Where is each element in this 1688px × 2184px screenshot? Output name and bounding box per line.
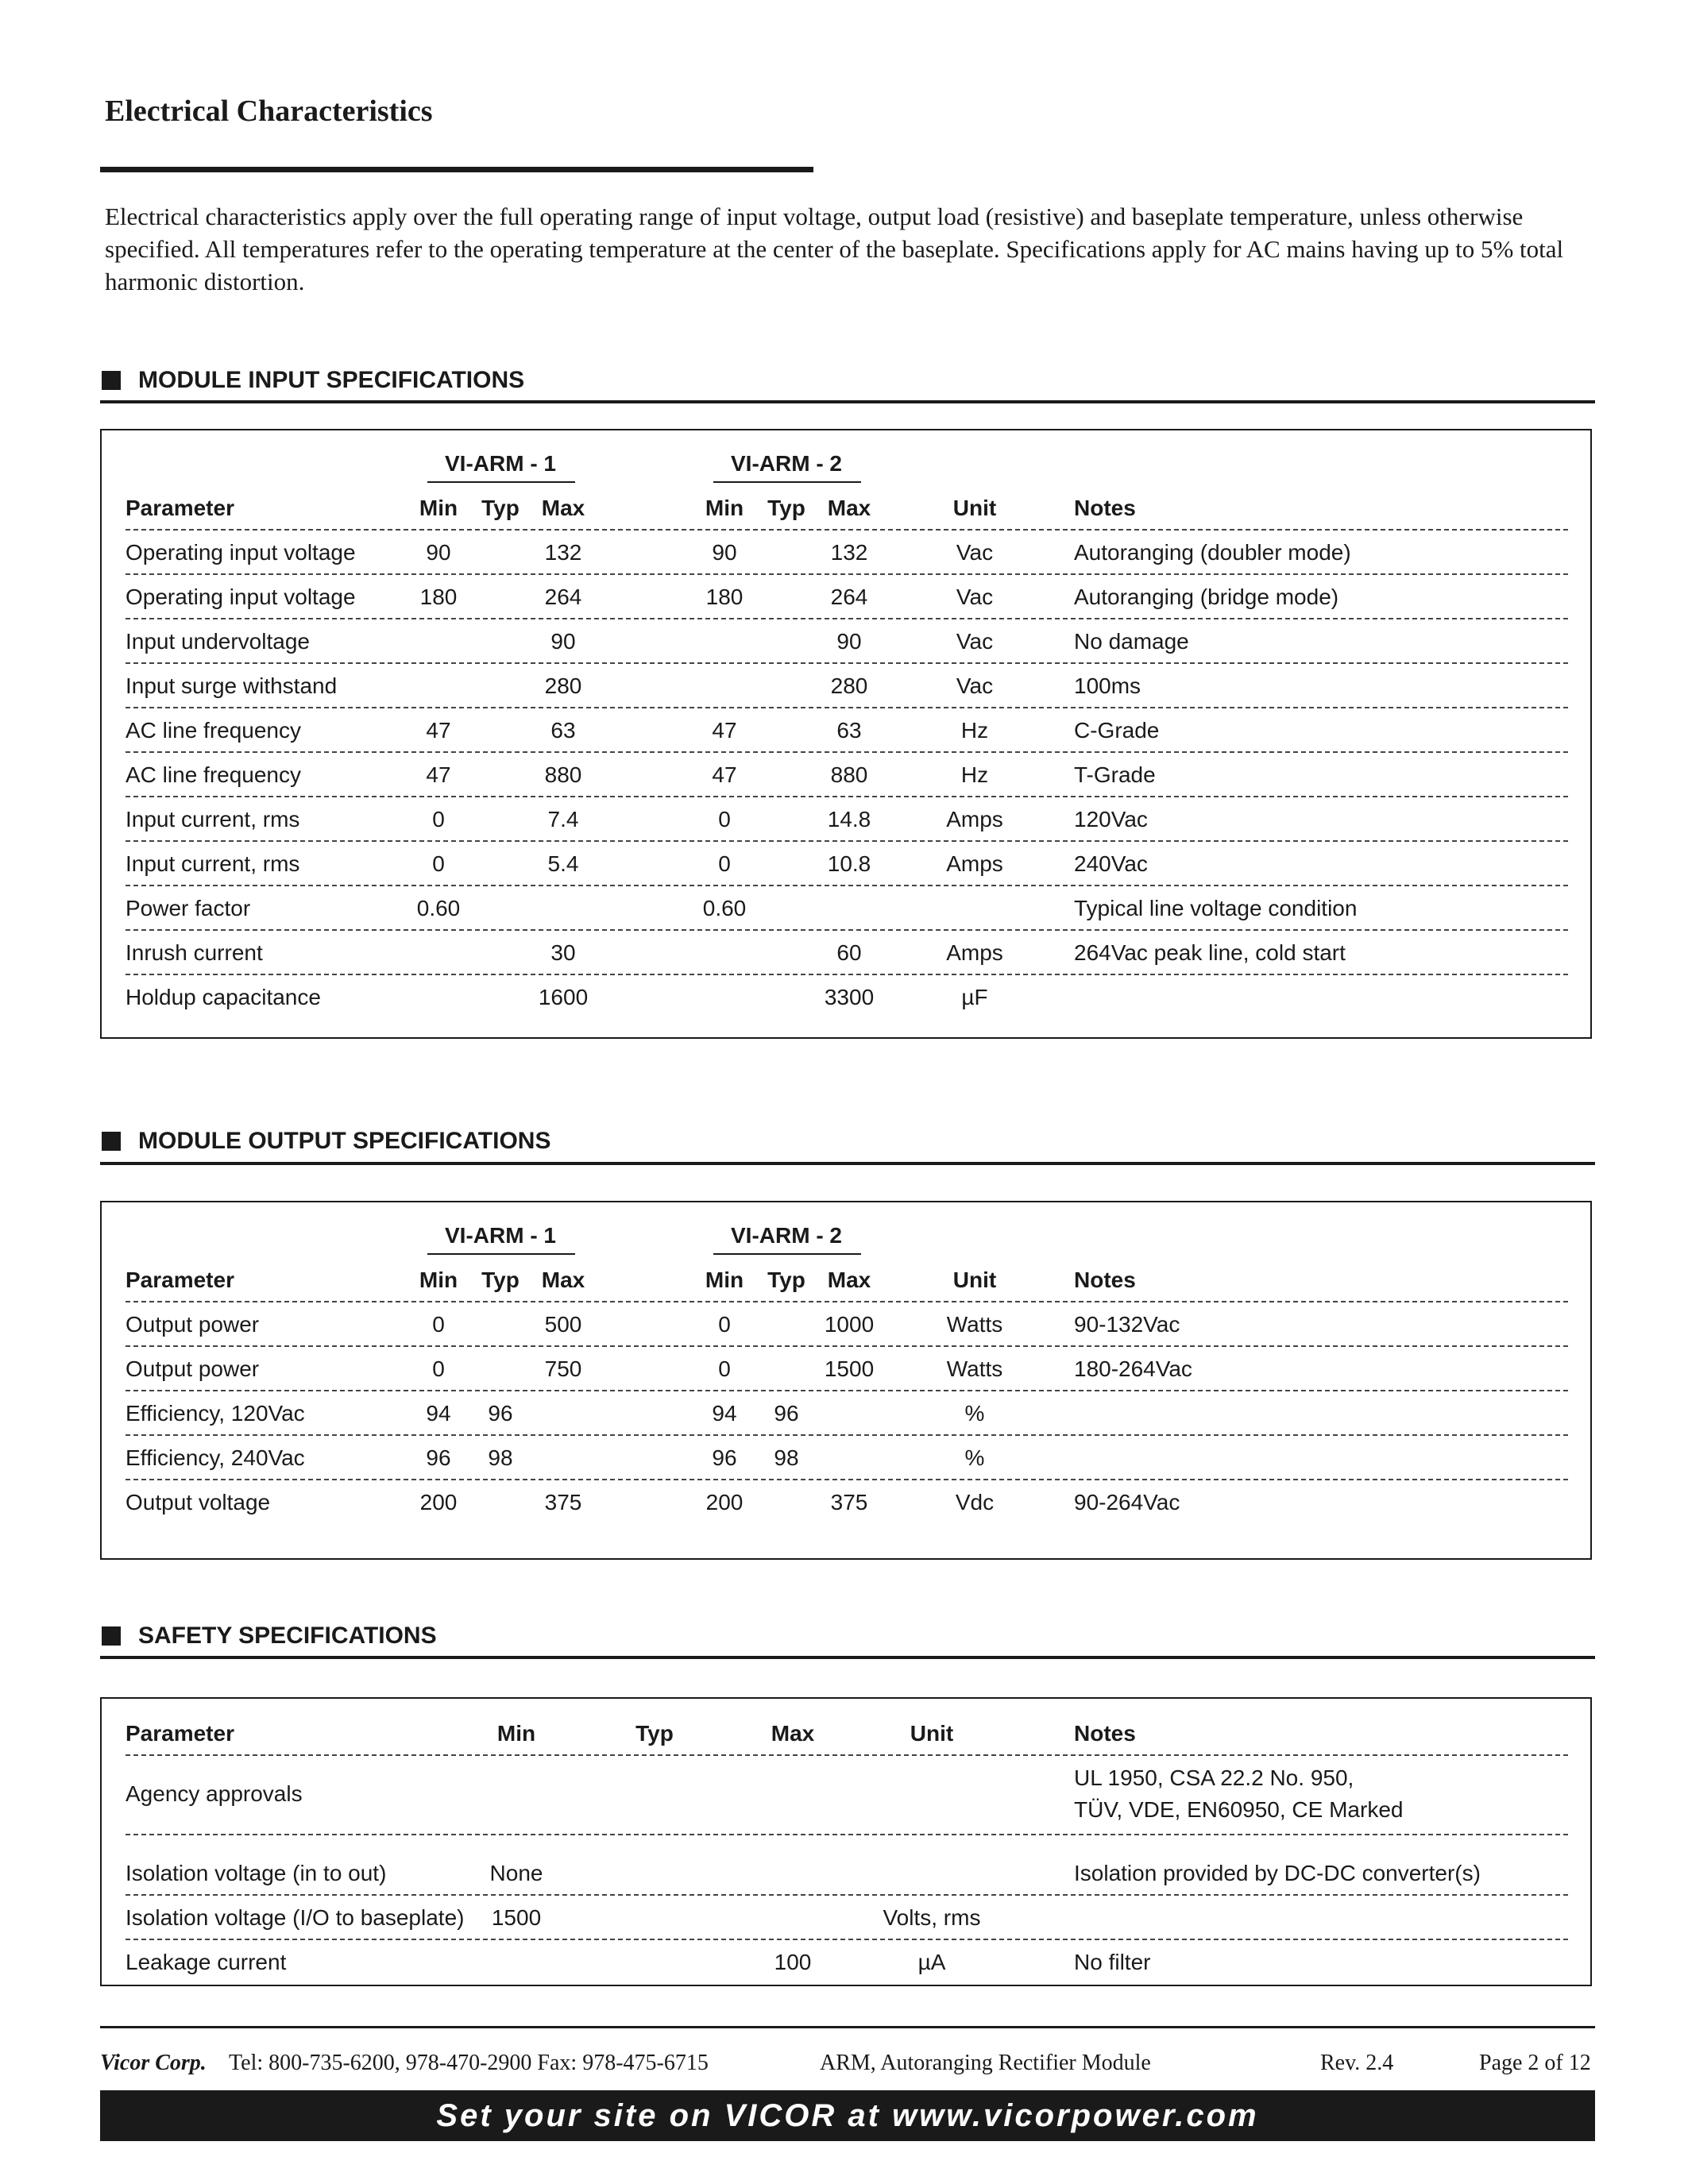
- cell-min-2: 90: [712, 540, 737, 565]
- cell-unit: µF: [961, 985, 988, 1009]
- cell-typ-2: 96: [774, 1401, 799, 1426]
- row-divider: [126, 885, 1568, 886]
- cell-max-1: 1600: [538, 985, 589, 1009]
- row-divider: [126, 840, 1568, 842]
- output-spec-table: [100, 1201, 1592, 1560]
- cell-unit: Vac: [956, 540, 994, 565]
- header-max-1: Max: [541, 496, 585, 520]
- header-notes: Notes: [1074, 1268, 1136, 1292]
- cell-parameter: Efficiency, 240Vac: [126, 1445, 305, 1470]
- cell-min-1: 47: [426, 718, 451, 743]
- footer-banner: Set your site on VICOR at www.vicorpower.com: [100, 2090, 1595, 2141]
- cell-parameter: Input undervoltage: [126, 629, 310, 654]
- input-spec-table: [100, 429, 1592, 1039]
- cell-min-2: 200: [705, 1490, 744, 1515]
- header-typ-2: Typ: [767, 496, 805, 520]
- cell-typ-1: 96: [488, 1401, 513, 1426]
- cell-notes: 264Vac peak line, cold start: [1074, 940, 1346, 965]
- cell-max-1: 750: [544, 1356, 582, 1381]
- header-min-1: Min: [419, 496, 458, 520]
- cell-unit: Amps: [946, 851, 1003, 876]
- cell-max-1: 375: [544, 1490, 582, 1515]
- cell-notes: Isolation provided by DC-DC converter(s): [1074, 1861, 1481, 1885]
- cell-notes: 240Vac: [1074, 851, 1148, 876]
- cell-parameter: Output voltage: [126, 1490, 271, 1515]
- cell-min-1: 0.60: [416, 896, 461, 920]
- row-divider: [126, 1939, 1568, 1940]
- cell-parameter: Output power: [126, 1312, 260, 1337]
- cell-max-1: 264: [544, 585, 582, 609]
- footer-revision: Rev. 2.4: [1320, 2051, 1394, 2075]
- cell-max-2: 3300: [824, 985, 875, 1009]
- cell-max-2: 375: [830, 1490, 868, 1515]
- cell-min-1: 200: [419, 1490, 458, 1515]
- cell-max-2: 132: [830, 540, 868, 565]
- cell-unit: Hz: [960, 762, 989, 787]
- cell-min-1: 47: [426, 762, 451, 787]
- cell-max-2: 10.8: [827, 851, 871, 876]
- header-max: Max: [771, 1721, 815, 1746]
- cell-max-1: 880: [544, 762, 582, 787]
- cell-parameter: Input surge withstand: [126, 673, 338, 698]
- cell-max-2: 63: [836, 718, 862, 743]
- cell-max-1: 30: [550, 940, 576, 965]
- cell-min: None: [489, 1861, 543, 1885]
- cell-min-1: 96: [426, 1445, 451, 1470]
- cell-min-2: 0: [718, 1312, 731, 1337]
- row-divider: [126, 1834, 1568, 1835]
- cell-min-2: 0.60: [702, 896, 747, 920]
- cell-parameter: Leakage current: [126, 1950, 287, 1974]
- header-max-2: Max: [827, 1268, 871, 1292]
- row-divider: [126, 796, 1568, 797]
- cell-max-1: 90: [550, 629, 576, 654]
- cell-notes: C-Grade: [1074, 718, 1160, 743]
- cell-parameter: Operating input voltage: [126, 540, 356, 565]
- footer-rule: [100, 2026, 1595, 2028]
- cell-max-2: 880: [830, 762, 868, 787]
- cell-max-1: 63: [550, 718, 576, 743]
- cell-parameter: Efficiency, 120Vac: [126, 1401, 305, 1426]
- cell-unit: Hz: [960, 718, 989, 743]
- header-unit: Unit: [910, 1721, 954, 1746]
- cell-notes: 90-132Vac: [1074, 1312, 1180, 1337]
- cell-notes: TÜV, VDE, EN60950, CE Marked: [1074, 1797, 1404, 1822]
- model-underline-2: [713, 481, 861, 483]
- row-divider: [126, 707, 1568, 708]
- cell-max-1: 132: [544, 540, 582, 565]
- row-divider: [126, 929, 1568, 931]
- row-divider: [126, 974, 1568, 975]
- cell-min-1: 90: [426, 540, 451, 565]
- footer-company: Vicor Corp.: [100, 2051, 207, 2075]
- safety-section-heading: [102, 1623, 437, 1650]
- cell-max-2: 1000: [824, 1312, 875, 1337]
- cell-parameter: Isolation voltage (I/O to baseplate): [126, 1905, 465, 1930]
- cell-min-2: 0: [718, 807, 731, 832]
- row-divider: [126, 1434, 1568, 1436]
- cell-unit: Volts, rms: [883, 1905, 981, 1930]
- section-square-icon: [102, 1132, 121, 1151]
- model-label-1: VI-ARM - 1: [445, 1223, 556, 1248]
- footer-page-number: Page 2 of 12: [1479, 2051, 1591, 2075]
- cell-min-2: 96: [712, 1445, 737, 1470]
- cell-max-2: 264: [830, 585, 868, 609]
- header-unit: Unit: [952, 1268, 997, 1292]
- cell-min-2: 0: [718, 851, 731, 876]
- page-title: Electrical Characteristics: [105, 95, 433, 128]
- safety-section-rule: [100, 1656, 1595, 1659]
- cell-notes: 120Vac: [1074, 807, 1148, 832]
- header-typ-1: Typ: [481, 496, 520, 520]
- title-rule: [100, 167, 813, 172]
- header-parameter: Parameter: [126, 1721, 234, 1746]
- row-divider: [126, 1345, 1568, 1347]
- row-divider: [126, 1301, 1568, 1302]
- cell-notes: 180-264Vac: [1074, 1356, 1192, 1381]
- input-section-title: MODULE INPUT SPECIFICATIONS: [138, 367, 525, 393]
- output-section-rule: [100, 1162, 1595, 1165]
- header-unit: Unit: [952, 496, 997, 520]
- cell-unit: Vdc: [955, 1490, 995, 1515]
- cell-unit: Vac: [956, 585, 994, 609]
- safety-spec-table: [100, 1697, 1592, 1986]
- cell-parameter: Inrush current: [126, 940, 263, 965]
- header-min-2: Min: [705, 1268, 744, 1292]
- model-underline-1: [427, 481, 575, 483]
- input-section-heading: [102, 367, 524, 394]
- cell-max: 100: [774, 1950, 812, 1974]
- header-typ-2: Typ: [767, 1268, 805, 1292]
- cell-min-2: 94: [712, 1401, 737, 1426]
- cell-notes: UL 1950, CSA 22.2 No. 950,: [1074, 1765, 1354, 1790]
- header-parameter: Parameter: [126, 496, 234, 520]
- footer-product: ARM, Autoranging Rectifier Module: [820, 2051, 1151, 2075]
- section-square-icon: [102, 1626, 121, 1646]
- cell-max-2: 90: [836, 629, 862, 654]
- input-section-rule: [100, 400, 1595, 403]
- cell-min: 1500: [491, 1905, 542, 1930]
- row-divider: [126, 618, 1568, 619]
- cell-max-2: 60: [836, 940, 862, 965]
- cell-notes: Autoranging (bridge mode): [1074, 585, 1339, 609]
- cell-max-1: 500: [544, 1312, 582, 1337]
- row-divider: [126, 1479, 1568, 1480]
- cell-unit: Watts: [946, 1356, 1003, 1381]
- section-square-icon: [102, 371, 121, 390]
- cell-min-1: 0: [432, 1356, 445, 1381]
- cell-min-1: 180: [419, 585, 458, 609]
- cell-unit: %: [964, 1445, 985, 1470]
- row-divider: [126, 573, 1568, 575]
- header-min-1: Min: [419, 1268, 458, 1292]
- cell-notes: No filter: [1074, 1950, 1151, 1974]
- cell-notes: 100ms: [1074, 673, 1141, 698]
- cell-min-2: 0: [718, 1356, 731, 1381]
- cell-max-2: 14.8: [827, 807, 871, 832]
- cell-unit: Amps: [946, 940, 1003, 965]
- cell-parameter: Agency approvals: [126, 1781, 303, 1806]
- model-label-2: VI-ARM - 2: [731, 1223, 842, 1248]
- cell-parameter: AC line frequency: [126, 762, 302, 787]
- cell-notes: T-Grade: [1074, 762, 1156, 787]
- cell-parameter: Output power: [126, 1356, 260, 1381]
- cell-notes: Autoranging (doubler mode): [1074, 540, 1351, 565]
- header-parameter: Parameter: [126, 1268, 234, 1292]
- cell-max-1: 7.4: [547, 807, 579, 832]
- cell-unit: Watts: [946, 1312, 1003, 1337]
- cell-unit: %: [964, 1401, 985, 1426]
- footer-contact: Tel: 800-735-6200, 978-470-2900 Fax: 978-475-6715: [229, 2051, 709, 2075]
- cell-max-2: 280: [830, 673, 868, 698]
- cell-notes: 90-264Vac: [1074, 1490, 1180, 1515]
- intro-paragraph: Electrical characteristics apply over the full operating range of input voltage, output load (resistive) and baseplate temperature, unless otherwise specified. All temperatures refer to the operating temperature at the center of the baseplate. Specifications apply for AC mains having up to 5% total harmonic distortion.: [105, 203, 1564, 295]
- cell-notes: Typical line voltage condition: [1074, 896, 1358, 920]
- header-typ: Typ: [635, 1721, 674, 1746]
- cell-max-1: 5.4: [547, 851, 579, 876]
- row-divider: [126, 1390, 1568, 1391]
- cell-min-1: 0: [432, 851, 445, 876]
- row-divider: [126, 1894, 1568, 1896]
- cell-min-1: 0: [432, 1312, 445, 1337]
- output-section-title: MODULE OUTPUT SPECIFICATIONS: [138, 1128, 551, 1154]
- cell-unit: Vac: [956, 673, 994, 698]
- output-section-heading: [102, 1128, 550, 1155]
- header-min: Min: [496, 1721, 536, 1746]
- cell-typ-2: 98: [774, 1445, 799, 1470]
- cell-unit: Amps: [946, 807, 1003, 832]
- cell-min-2: 47: [712, 718, 737, 743]
- cell-min-2: 180: [705, 585, 744, 609]
- header-max-2: Max: [827, 496, 871, 520]
- row-divider: [126, 1754, 1568, 1756]
- cell-max-1: 280: [544, 673, 582, 698]
- cell-parameter: Input current, rms: [126, 851, 300, 876]
- header-typ-1: Typ: [481, 1268, 520, 1292]
- cell-min-2: 47: [712, 762, 737, 787]
- cell-parameter: Holdup capacitance: [126, 985, 321, 1009]
- header-notes: Notes: [1074, 1721, 1136, 1746]
- cell-parameter: Power factor: [126, 896, 251, 920]
- row-divider: [126, 662, 1568, 664]
- cell-min-1: 94: [426, 1401, 451, 1426]
- header-min-2: Min: [705, 496, 744, 520]
- model-label-2: VI-ARM - 2: [731, 451, 842, 476]
- model-underline-1: [427, 1253, 575, 1255]
- row-divider: [126, 529, 1568, 531]
- cell-notes: No damage: [1074, 629, 1189, 654]
- cell-min-1: 0: [432, 807, 445, 832]
- cell-parameter: Isolation voltage (in to out): [126, 1861, 387, 1885]
- model-label-1: VI-ARM - 1: [445, 451, 556, 476]
- model-underline-2: [713, 1253, 861, 1255]
- header-notes: Notes: [1074, 496, 1136, 520]
- cell-unit: µA: [917, 1950, 946, 1974]
- cell-max-2: 1500: [824, 1356, 875, 1381]
- cell-unit: Vac: [956, 629, 994, 654]
- cell-parameter: AC line frequency: [126, 718, 302, 743]
- cell-parameter: Input current, rms: [126, 807, 300, 832]
- row-divider: [126, 751, 1568, 753]
- cell-typ-1: 98: [488, 1445, 513, 1470]
- cell-parameter: Operating input voltage: [126, 585, 356, 609]
- safety-section-title: SAFETY SPECIFICATIONS: [138, 1623, 437, 1649]
- header-max-1: Max: [541, 1268, 585, 1292]
